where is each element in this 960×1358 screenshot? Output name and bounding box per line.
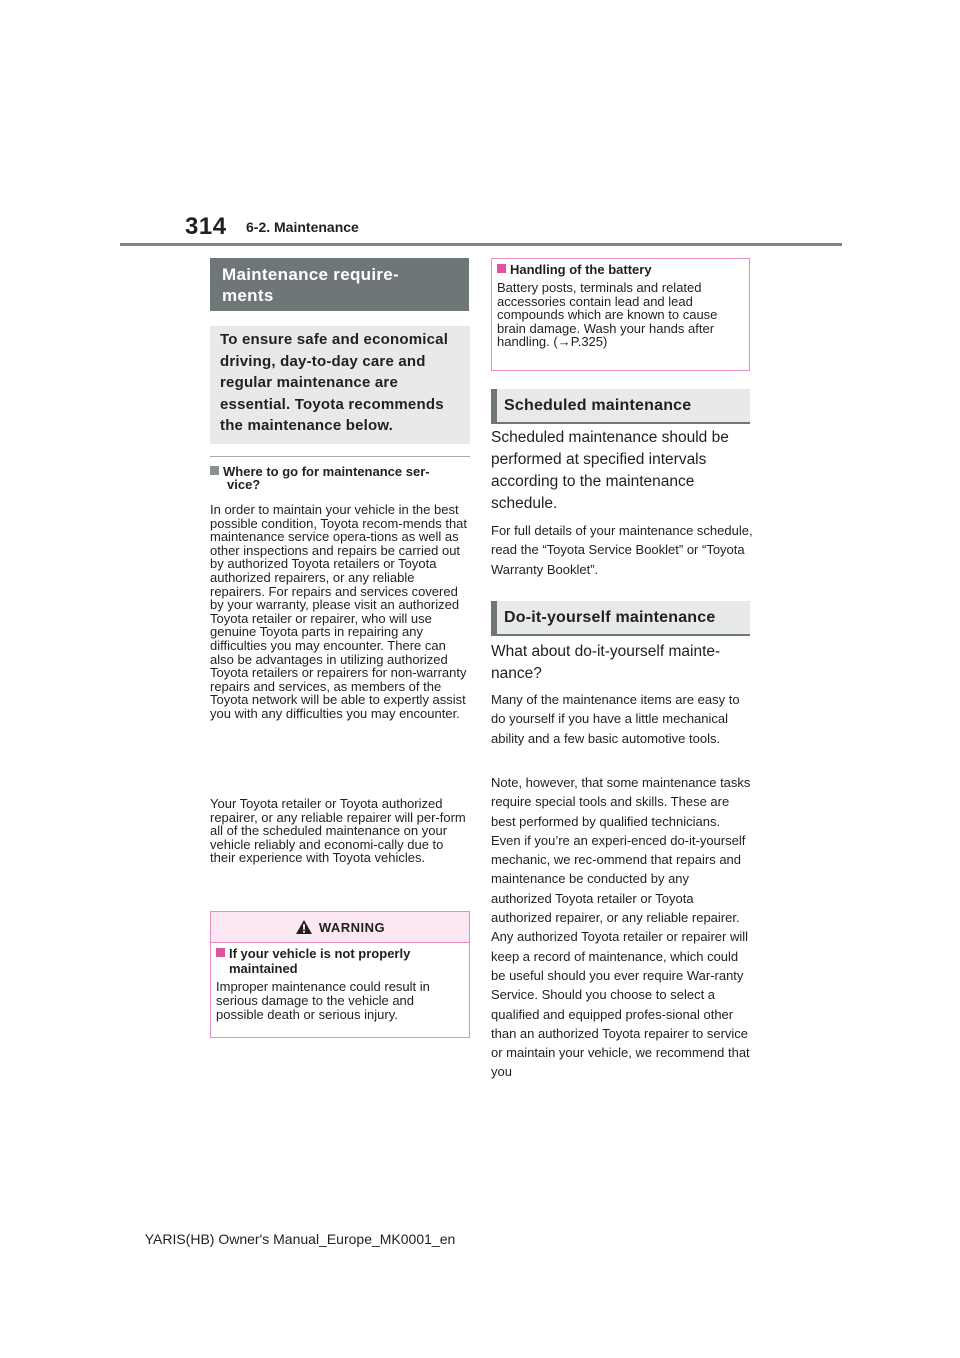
warning-header: [211, 912, 469, 943]
scheduled-lead-text: Scheduled maintenance should be performed at specified intervals according to the maintenance schedule.: [491, 429, 729, 512]
battery-title-text: Handling of the battery: [510, 262, 652, 277]
where-to-go-paragraph-2: Your Toyota retailer or Toyota authorized repairer, or any reliable repairer will per-form all of the scheduled maintenance on your vehicle reliably and economi-cally due to their experience with Toyota vehicles.: [210, 796, 466, 866]
footer-doc-id: YARIS(HB) Owner's Manual_Europe_MK0001_en: [144, 1231, 456, 1247]
warning-subheading-line-1: If your vehicle is not properly: [229, 946, 411, 961]
warning-text: Improper maintenance could result in serious damage to the vehicle and possible death or serious injury.: [216, 979, 430, 1022]
warning-triangle-icon: [295, 919, 313, 935]
scheduled-body-text: For full details of your maintenance schedule, read the “Toyota Service Booklet” or “Toyota Warranty Booklet”.: [491, 523, 753, 577]
battery-handling-text: Battery posts, terminals and related accessories contain lead and lead compounds which are known to cause brain damage. Wash your hands after handling. (→P.325): [497, 280, 718, 349]
header-divider: [120, 243, 842, 246]
diy-lead-text: What about do-it-yourself mainte-nance?: [491, 643, 721, 682]
battery-handling-title: [497, 263, 744, 277]
warning-box: [210, 911, 470, 1038]
battery-handling-box: [491, 258, 750, 371]
bullet-square-icon: [216, 948, 225, 957]
diy-heading-text: Do-it-yourself maintenance: [504, 609, 716, 626]
intro-box: [210, 326, 470, 444]
where-to-go-subheading: [210, 465, 468, 491]
heading-underline: [491, 634, 750, 636]
warning-subheading: [216, 946, 464, 976]
diy-maintenance-heading: [491, 601, 750, 634]
section-label: 6-2. Maintenance: [246, 219, 359, 235]
page-number: 314: [185, 213, 227, 240]
bullet-square-icon: [210, 466, 219, 475]
bullet-square-icon: [497, 264, 506, 273]
scheduled-maintenance-heading: [491, 389, 750, 422]
intro-text: To ensure safe and economical driving, day-to-day care and regular maintenance are essential. Toyota recommends the maintenance below.: [220, 331, 449, 434]
section-divider: [210, 456, 470, 457]
warning-subheading-line-2: maintained: [229, 961, 298, 976]
subheading-line-2: vice?: [227, 477, 261, 492]
heading-line-1: Maintenance require-: [222, 265, 399, 284]
maintenance-requirements-heading: [210, 258, 469, 311]
warning-title: WARNING: [318, 919, 386, 935]
warning-body: [211, 943, 469, 1025]
diy-paragraph-1: Many of the maintenance items are easy to do yourself if you have a little mechanical ability and a few basic automotive tools.: [491, 692, 740, 746]
heading-underline: [491, 422, 750, 424]
scheduled-heading-text: Scheduled maintenance: [504, 397, 692, 414]
subheading-line-1: Where to go for maintenance ser-: [223, 464, 430, 479]
diy-paragraph-2: Note, however, that some maintenance tasks require special tools and skills. These are best performed by qualified technicians. Even if you’re an experi-enced do-it-yourself mechanic, we rec-ommend that repairs and maintenance be conducted by any authorized Toyota retailer or Toyota authorized repairer, or any reliable repairer. Any authorized Toyota retailer or repairer will keep a record of maintenance, which could be useful should you ever require War-ranty Service. Should you choose to select a qualified and equipped profes-sional other than an authorized Toyota repairer to service or maintain your vehicle, we recommend that you: [491, 775, 751, 1080]
heading-line-2: ments: [222, 286, 274, 305]
where-to-go-paragraph-1: In order to maintain your vehicle in the best possible condition, Toyota recom-mends that maintenance service opera-tions as well as other inspections and repairs be carried out by authorized Toyota retailers or Toyota authorized repairers, or any reliable repairers. For repairs and services covered by your warranty, please visit an authorized Toyota retailer or repairer, who will use genuine Toyota parts in repairing any difficulties you may encounter. There can also be advantages in utilizing authorized Toyota retailers or repairers for non-warranty repairs and services, as members of the Toyota network will be able to expertly assist you with any difficulties you may encounter.: [210, 502, 468, 721]
